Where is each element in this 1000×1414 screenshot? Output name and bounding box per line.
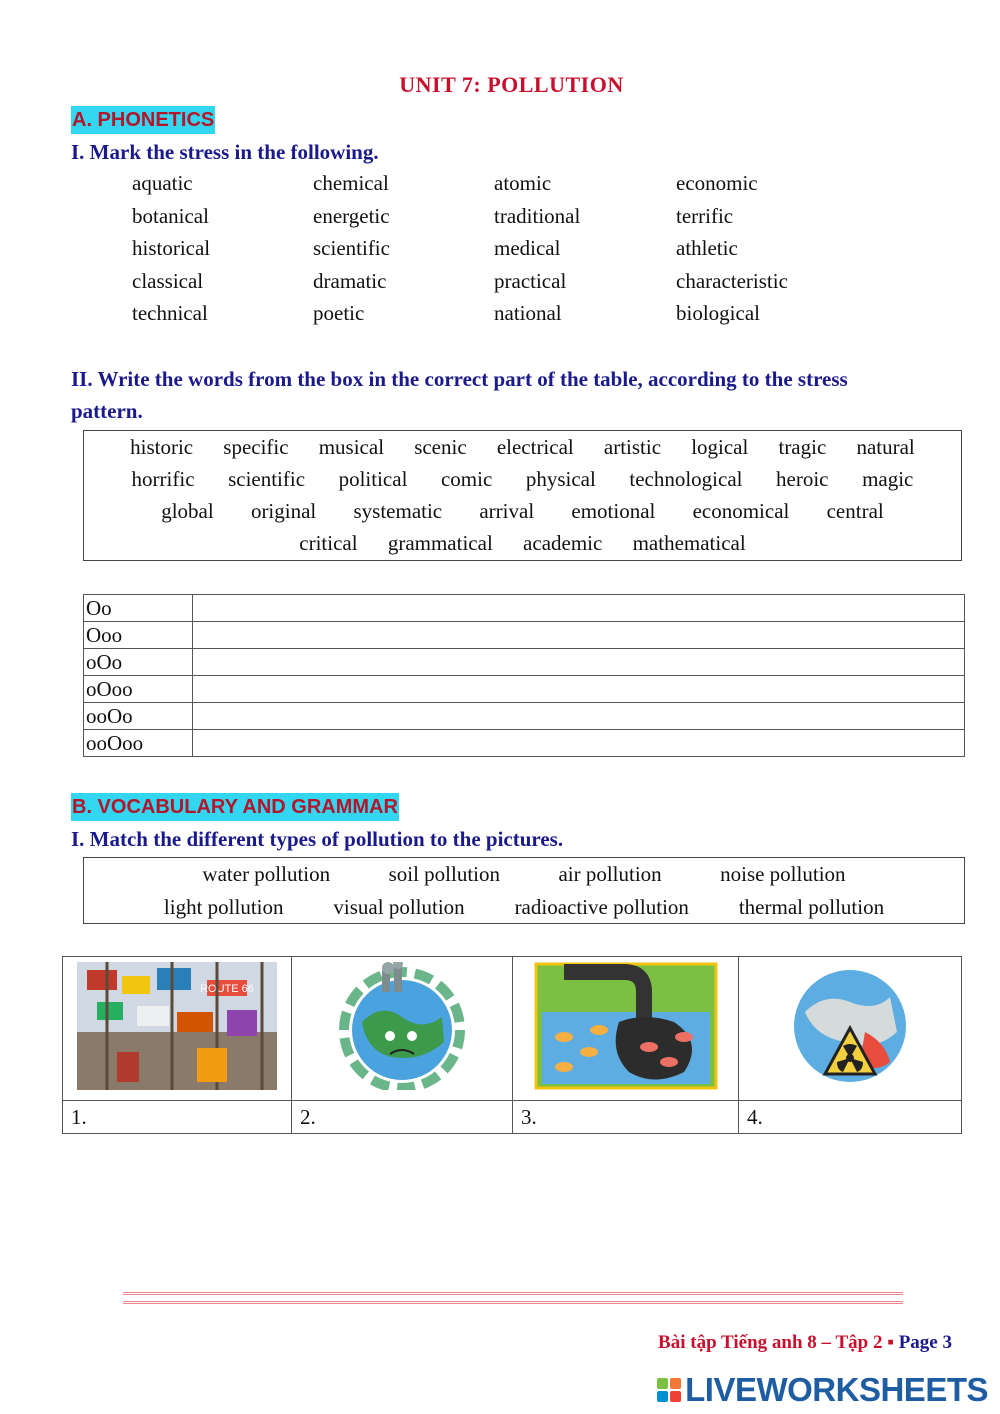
stress-word: aquatic bbox=[132, 171, 193, 195]
stress-word: botanical bbox=[132, 203, 209, 228]
word-box-row bbox=[84, 858, 964, 890]
box-word: logical bbox=[691, 434, 749, 459]
pollution-types-box bbox=[83, 857, 965, 924]
stress-word: economic bbox=[676, 171, 758, 195]
word-box-row bbox=[84, 527, 961, 559]
box-word: political bbox=[338, 466, 408, 491]
box-word: emotional bbox=[571, 498, 656, 523]
picture-cell-2 bbox=[292, 957, 513, 1101]
pattern-answer-cell[interactable] bbox=[193, 730, 965, 757]
stress-word: characteristic bbox=[676, 268, 788, 293]
footer-separator: ▪ bbox=[887, 1332, 894, 1353]
section-a-heading: A. PHONETICS bbox=[71, 106, 215, 134]
box-word: specific bbox=[223, 434, 289, 459]
box-word: scenic bbox=[414, 434, 467, 459]
pictures-table bbox=[62, 956, 962, 1134]
word-box-row bbox=[84, 891, 964, 923]
pollution-type: radioactive pollution bbox=[514, 894, 689, 919]
box-word: tragic bbox=[778, 434, 827, 459]
table-row bbox=[84, 622, 965, 649]
unit-title: UNIT 7: POLLUTION bbox=[399, 72, 624, 97]
pollution-type: water pollution bbox=[202, 861, 331, 886]
picture-number[interactable]: 1. bbox=[63, 1101, 292, 1134]
box-word: mathematical bbox=[632, 530, 746, 555]
box-word: heroic bbox=[776, 466, 829, 491]
box-word: global bbox=[161, 498, 214, 523]
picture-cell-4 bbox=[739, 957, 962, 1101]
box-word: comic bbox=[440, 466, 493, 491]
box-word: critical bbox=[299, 530, 358, 555]
table-row bbox=[84, 703, 965, 730]
box-word: technological bbox=[629, 466, 743, 491]
stress-word-column-4 bbox=[676, 171, 788, 334]
task-b1-instruction: I. Match the different types of pollution to the pictures. bbox=[71, 827, 564, 851]
picture-number[interactable]: 4. bbox=[739, 1101, 962, 1134]
pattern-label: oOoo bbox=[84, 676, 193, 703]
pollution-type: soil pollution bbox=[388, 861, 501, 886]
pollution-type: light pollution bbox=[163, 894, 284, 919]
radioactive-globe-image bbox=[785, 962, 915, 1090]
box-word: grammatical bbox=[387, 530, 493, 555]
stress-word: national bbox=[494, 301, 562, 325]
brand-name: LIVEWORKSHEETS bbox=[685, 1371, 988, 1408]
stress-word: historical bbox=[132, 236, 211, 260]
stress-word: terrific bbox=[676, 203, 734, 228]
box-word: musical bbox=[318, 434, 385, 459]
footer-page-number: Page 3 bbox=[898, 1332, 952, 1353]
billboards-street-image bbox=[77, 962, 277, 1090]
pattern-answer-cell[interactable] bbox=[193, 676, 965, 703]
stress-word-column-1 bbox=[132, 171, 210, 334]
fish-oil-spill-image bbox=[534, 962, 718, 1090]
word-box-row bbox=[84, 463, 961, 495]
stress-word: dramatic bbox=[313, 268, 387, 293]
stress-word-column-2 bbox=[313, 171, 390, 334]
stress-pattern-table bbox=[83, 594, 965, 757]
box-word: scientific bbox=[228, 466, 306, 491]
stress-word: atomic bbox=[494, 171, 552, 195]
box-word: academic bbox=[523, 530, 603, 555]
pattern-answer-cell[interactable] bbox=[193, 595, 965, 622]
stress-word: energetic bbox=[313, 203, 390, 228]
pattern-label: Oo bbox=[84, 595, 193, 622]
pattern-label: ooOo bbox=[84, 703, 193, 730]
box-word: electrical bbox=[496, 434, 574, 459]
pictures-row bbox=[63, 957, 962, 1101]
pattern-label: Ooo bbox=[84, 622, 193, 649]
stress-word: biological bbox=[676, 301, 760, 325]
brand-mark-icon bbox=[657, 1378, 681, 1402]
stress-word: traditional bbox=[494, 203, 581, 228]
pollution-type: noise pollution bbox=[720, 861, 846, 886]
pollution-type: visual pollution bbox=[333, 894, 465, 919]
box-word: economical bbox=[692, 498, 790, 523]
polluted-earth-image bbox=[332, 962, 472, 1090]
word-box-row bbox=[84, 495, 961, 527]
table-row bbox=[84, 730, 965, 757]
stress-word: technical bbox=[132, 301, 208, 325]
table-row bbox=[84, 595, 965, 622]
liveworksheets-logo bbox=[657, 1371, 988, 1409]
task-a2-instruction-line2: pattern. bbox=[71, 399, 143, 423]
stress-word: chemical bbox=[313, 171, 389, 195]
stress-word-column-3 bbox=[494, 171, 580, 334]
pattern-label: ooOoo bbox=[84, 730, 193, 757]
pollution-type: air pollution bbox=[558, 861, 662, 886]
task-a1-instruction: I. Mark the stress in the following. bbox=[71, 140, 379, 164]
footer-divider bbox=[123, 1292, 903, 1304]
box-word: horrific bbox=[131, 466, 195, 491]
picture-cell-3 bbox=[513, 957, 739, 1101]
section-b-heading: B. VOCABULARY AND GRAMMAR bbox=[71, 793, 399, 821]
stress-word: classical bbox=[132, 268, 204, 293]
picture-numbers-row bbox=[63, 1101, 962, 1134]
footer-book-title: Bài tập Tiếng anh 8 – Tập 2 bbox=[658, 1332, 883, 1353]
pattern-answer-cell[interactable] bbox=[193, 703, 965, 730]
word-box-row bbox=[84, 431, 961, 463]
box-word: physical bbox=[525, 466, 596, 491]
pattern-answer-cell[interactable] bbox=[193, 649, 965, 676]
task-a2-instruction-line1: II. Write the words from the box in the correct part of the table, according to the stress bbox=[71, 367, 848, 391]
table-row bbox=[84, 676, 965, 703]
footer bbox=[658, 1332, 952, 1354]
stress-word: athletic bbox=[676, 236, 738, 260]
word-box bbox=[83, 430, 962, 561]
picture-number[interactable]: 3. bbox=[513, 1101, 739, 1134]
box-word: artistic bbox=[603, 434, 662, 459]
box-word: central bbox=[826, 498, 884, 523]
picture-number[interactable]: 2. bbox=[292, 1101, 513, 1134]
table-row bbox=[84, 649, 965, 676]
box-word: natural bbox=[856, 434, 915, 459]
box-word: historic bbox=[130, 434, 194, 459]
box-word: original bbox=[250, 498, 317, 523]
picture-cell-1 bbox=[63, 957, 292, 1101]
stress-word: poetic bbox=[313, 301, 365, 325]
pattern-label: oOo bbox=[84, 649, 193, 676]
pattern-answer-cell[interactable] bbox=[193, 622, 965, 649]
stress-word: scientific bbox=[313, 236, 390, 260]
pollution-type: thermal pollution bbox=[738, 894, 885, 919]
box-word: systematic bbox=[353, 498, 443, 523]
svg-text:ROUTE 66: ROUTE 66 bbox=[200, 983, 254, 995]
box-word: magic bbox=[862, 466, 914, 491]
stress-word: medical bbox=[494, 236, 561, 260]
box-word: arrival bbox=[479, 498, 535, 523]
stress-word: practical bbox=[494, 268, 567, 293]
